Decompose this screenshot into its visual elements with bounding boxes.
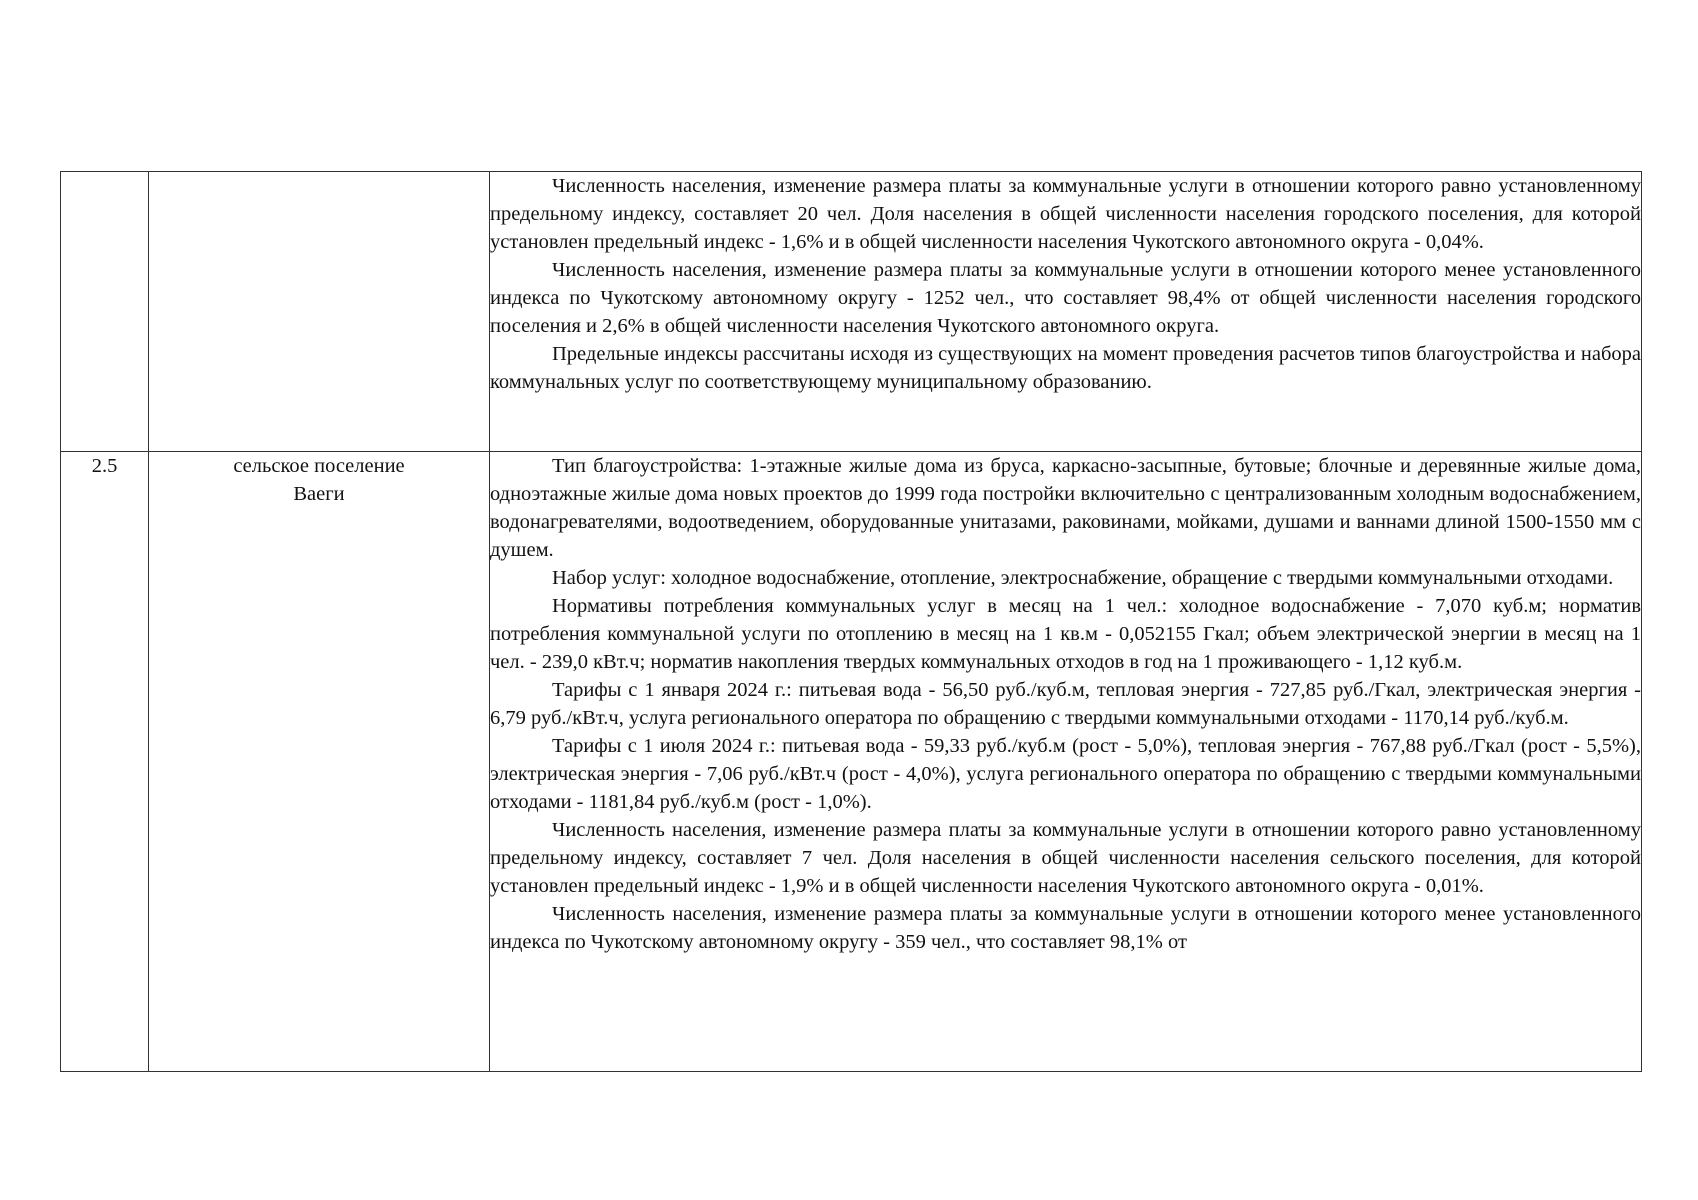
paragraph: Численность населения, изменение размера платы за коммунальные услуги в отношении которого равно установленному предельному индексу, составляет 7 чел. Доля населения в общей численности населения сельского поселения, для которой установлен предельный индекс - 1,9% и в общей численности населения Чукотского автономного округа - 0,01%. <box>490 819 1641 897</box>
paragraph: Тарифы с 1 июля 2024 г.: питьевая вода - 59,33 руб./куб.м (рост - 5,0%), тепловая энергия - 767,88 руб./Гкал (рост - 5,5%), электрическая энергия - 7,06 руб./кВт.ч (рост - 4,0%), услуга регионального оператора по обращению с твердыми коммунальными отходами - 1181,84 руб./куб.м (рост - 1,0%). <box>490 735 1641 813</box>
settlement-type: сельское поселение <box>233 455 405 477</box>
description-cell <box>490 172 1642 452</box>
table-row <box>61 452 1642 1072</box>
settlement-name-cell <box>149 452 490 1072</box>
row-number-cell <box>61 172 149 452</box>
paragraph: Численность населения, изменение размера платы за коммунальные услуги в отношении которого менее установленного индекса по Чукотскому автономному округу - 1252 чел., что составляет 98,4% от общей численности населения городского поселения и 2,6% в общей численности населения Чукотского автономного округа. <box>490 259 1641 337</box>
paragraph: Нормативы потребления коммунальных услуг в месяц на 1 чел.: холодное водоснабжение - 7,070 куб.м; норматив потребления коммунальной услуги по отоплению в месяц на 1 кв.м - 0,052155 Гкал; объем электрической энергии в месяц на 1 чел. - 239,0 кВт.ч; норматив накопления твердых коммунальных отходов в год на 1 проживающего - 1,12 куб.м. <box>490 595 1641 673</box>
description-cell <box>490 452 1642 1072</box>
paragraph: Численность населения, изменение размера платы за коммунальные услуги в отношении которого менее установленного индекса по Чукотскому автономному округу - 359 чел., что составляет 98,1% от <box>490 903 1641 953</box>
settlement-name-cell <box>149 172 490 452</box>
paragraph: Численность населения, изменение размера платы за коммунальные услуги в отношении которого равно установленному предельному индексу, составляет 20 чел. Доля населения в общей численности населения городского поселения, для которой установлен предельный индекс - 1,6% и в общей численности населения Чукотского автономного округа - 0,04%. <box>490 175 1641 253</box>
settlement-name: Ваеги <box>293 483 345 505</box>
data-table <box>60 171 1642 1072</box>
row-number-cell: 2.5 <box>61 452 149 1072</box>
paragraph: Набор услуг: холодное водоснабжение, отопление, электроснабжение, обращение с твердыми коммунальными отходами. <box>552 567 1614 589</box>
description-content <box>490 452 1641 1069</box>
table-row <box>61 172 1642 452</box>
paragraph: Тип благоустройства: 1-этажные жилые дома из бруса, каркасно-засыпные, бутовые; блочные и деревянные жилые дома, одноэтажные жилые дома новых проектов до 1999 года постройки включительно с централизованным холодным водоснабжением, водонагревателями, водоотведением, оборудованные унитазами, раковинами, мойками, душами и ваннами длиной 1500-1550 мм с душем. <box>490 455 1641 561</box>
paragraph: Предельные индексы рассчитаны исходя из существующих на момент проведения расчетов типов благоустройства и набора коммунальных услуг по соответствующему муниципальному образованию. <box>490 343 1641 393</box>
paragraph: Тарифы с 1 января 2024 г.: питьевая вода - 56,50 руб./куб.м, тепловая энергия - 727,85 руб./Гкал, электрическая энергия - 6,79 руб./кВт.ч, услуга регионального оператора по обращению с твердыми коммунальными отходами - 1170,14 руб./куб.м. <box>490 679 1641 729</box>
